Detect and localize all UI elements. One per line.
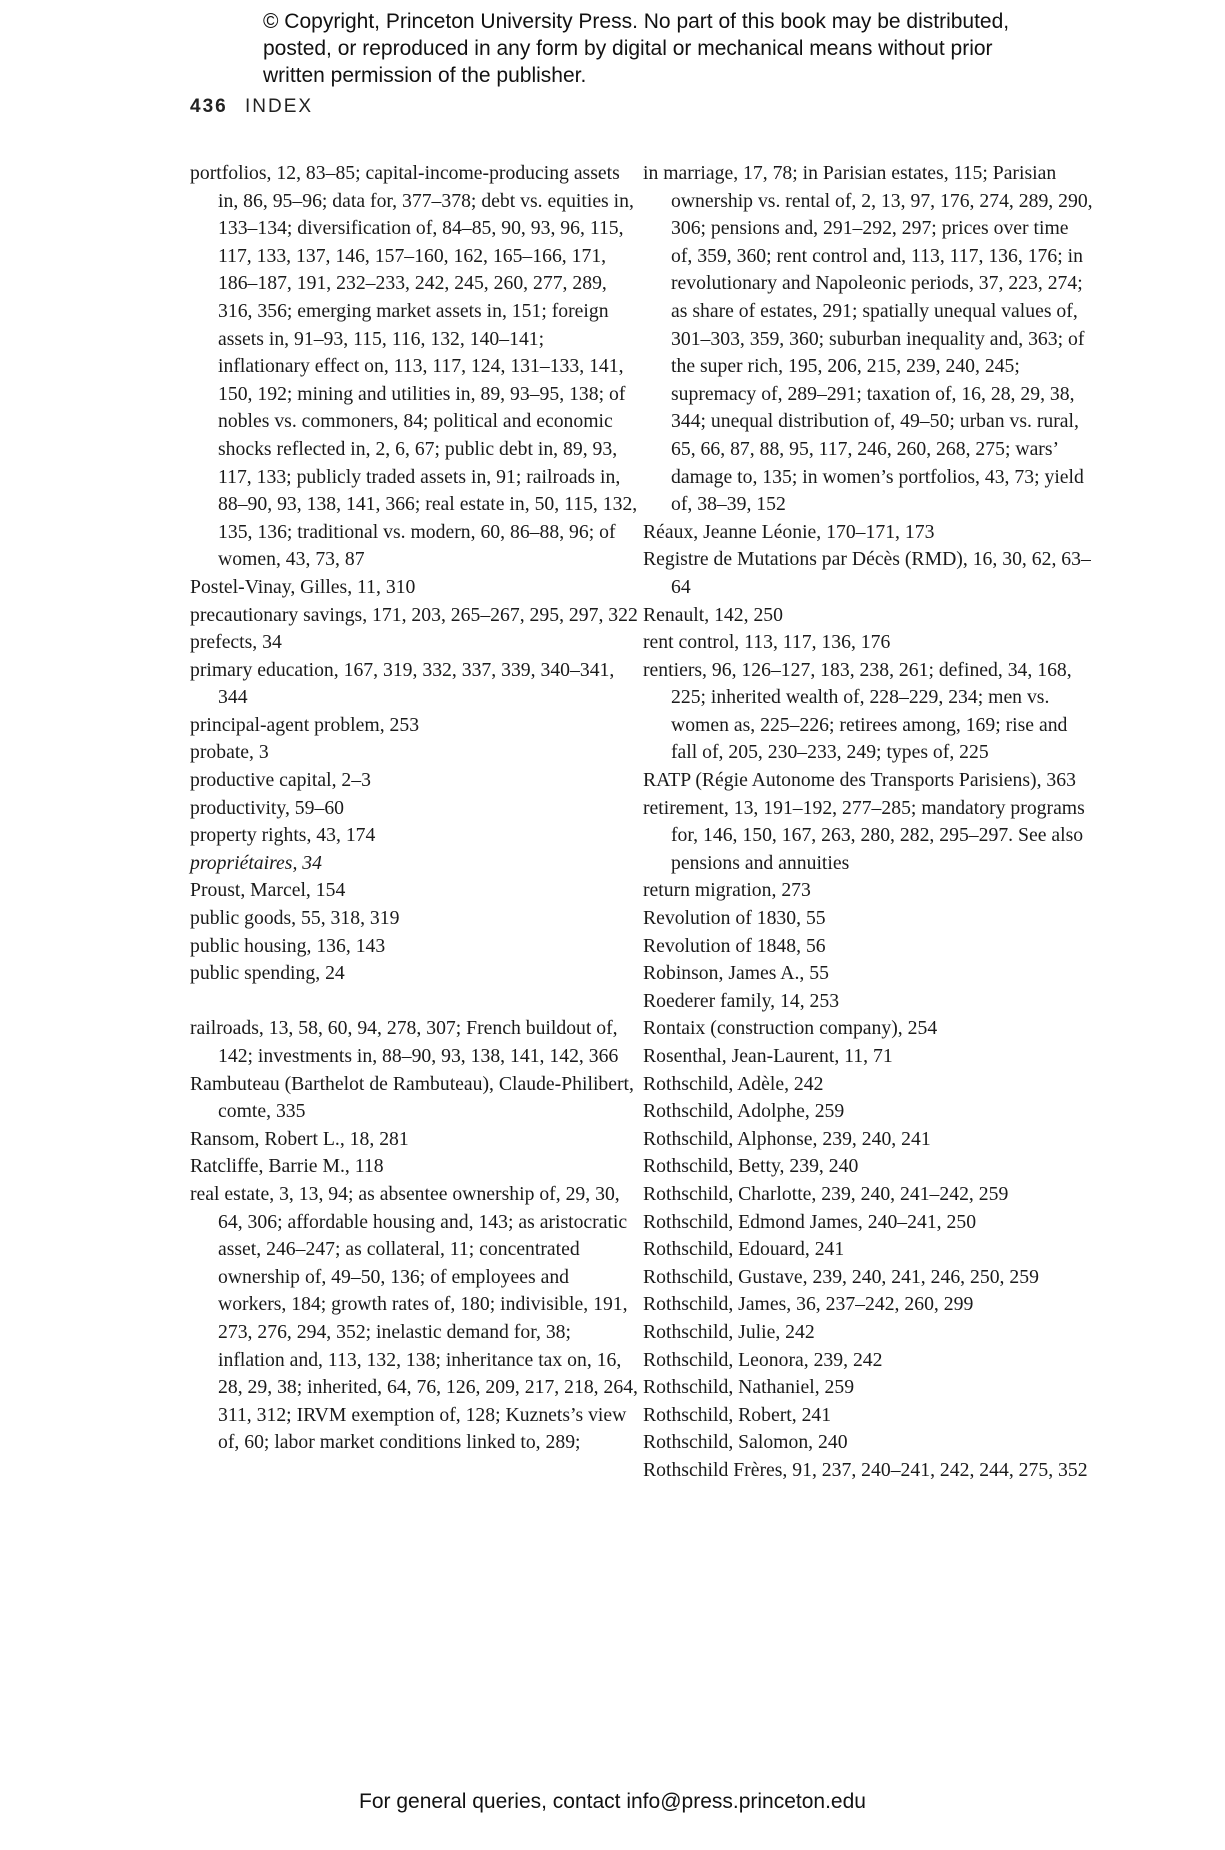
- index-entry: Postel-Vinay, Gilles, 11, 310: [190, 575, 416, 598]
- index-entry: Revolution of 1830, 55: [643, 907, 826, 930]
- index-entry: propriétaires, 34: [190, 851, 322, 874]
- index-entry: prefects, 34: [190, 631, 282, 654]
- copyright-notice: © Copyright, Princeton University Press. No part of this book may be distributed, posted, or reproduced in any form by digital or mechanical means without prior written permission of the publisher.: [263, 10, 1010, 87]
- index-entry: Rothschild, Leonora, 239, 242: [643, 1348, 883, 1371]
- index-entry: Rothschild, Edouard, 241: [643, 1238, 845, 1261]
- index-entry: Robinson, James A., 55: [643, 962, 829, 985]
- footer-contact: For general queries, contact info@press.princeton.edu: [359, 1790, 866, 1813]
- index-entry-continued: in marriage, 17, 78; in Parisian estates, 115; Parisian ownership vs. rental of, 2, 13, 97, 176, 274, 289, 290, 306; pensions and, 291–292, 297; prices over time of, 359, 360; rent control and, 113, 117, 136, 176; in revolutionary and Napoleonic periods, 37, 223, 274; as share of estates, 291; spatially unequal values of, 301–303, 359, 360; suburban inequality and, 363; of the super rich, 195, 206, 215, 239, 240, 245; supremacy of, 289–291; taxation of, 16, 28, 29, 38, 344; unequal distribution of, 49–50; urban vs. rural, 65, 66, 87, 88, 95, 117, 246, 260, 268, 275; wars’ damage to, 135; in women’s portfolios, 43, 73; yield of, 38–39, 152: [643, 162, 1093, 516]
- index-entry: Rothschild, Salomon, 240: [643, 1431, 848, 1454]
- index-entry: rentiers, 96, 126–127, 183, 238, 261; defined, 34, 168, 225; inherited wealth of, 228–229, 234; men vs. women as, 225–226; retirees among, 169; rise and fall of, 205, 230–233, 249; types of, 225: [643, 658, 1072, 764]
- index-entry: public goods, 55, 318, 319: [190, 907, 400, 930]
- index-entry: real estate, 3, 13, 94; as absentee ownership of, 29, 30, 64, 306; affordable housing and, 143; as aristocratic asset, 246–247; as collateral, 11; concentrated ownership of, 49–50, 136; of employees and workers, 184; growth rates of, 180; indivisible, 191, 273, 276, 294, 352; inelastic demand for, 38; inflation and, 113, 132, 138; inheritance tax on, 16, 28, 29, 38; inherited, 64, 76, 126, 209, 217, 218, 264, 311, 312; IRVM exemption of, 128; Kuznets’s view of, 60; labor market conditions linked to, 289;: [190, 1182, 638, 1454]
- index-entry: Rothschild, Adèle, 242: [643, 1072, 824, 1095]
- index-entry: rent control, 113, 117, 136, 176: [643, 631, 891, 654]
- index-entry: Proust, Marcel, 154: [190, 879, 346, 902]
- index-entry: principal-agent problem, 253: [190, 713, 420, 736]
- index-entry: Rambuteau (Barthelot de Rambuteau), Claude-Philibert, comte, 335: [190, 1072, 634, 1123]
- index-entry: railroads, 13, 58, 60, 94, 278, 307; French buildout of, 142; investments in, 88–90, 93, 138, 141, 142, 366: [190, 1017, 619, 1067]
- index-entry: Revolution of 1848, 56: [643, 934, 826, 957]
- index-entry: primary education, 167, 319, 332, 337, 339, 340–341, 344: [190, 658, 615, 709]
- index-entry: Rothschild, Adolphe, 259: [643, 1100, 845, 1123]
- index-entry: Ransom, Robert L., 18, 281: [190, 1127, 409, 1150]
- index-entry: Rothschild, Charlotte, 239, 240, 241–242, 259: [643, 1182, 1009, 1205]
- index-entry: Rothschild, Betty, 239, 240: [643, 1155, 859, 1178]
- index-entry: Rothschild Frères, 91, 237, 240–241, 242, 244, 275, 352: [643, 1458, 1088, 1481]
- index-entry: probate, 3: [190, 741, 269, 764]
- index-entry: Rosenthal, Jean-Laurent, 11, 71: [643, 1045, 893, 1067]
- index-entry: return migration, 273: [643, 879, 811, 902]
- index-entry: retirement, 13, 191–192, 277–285; mandatory programs for, 146, 150, 167, 263, 280, 282, 295–297. See also pensions and annuities: [643, 796, 1085, 874]
- page-number: 436: [190, 96, 228, 117]
- index-entry: Réaux, Jeanne Léonie, 170–171, 173: [643, 520, 935, 543]
- index-entry: Rothschild, James, 36, 237–242, 260, 299: [643, 1293, 974, 1316]
- index-entry: Renault, 142, 250: [643, 603, 783, 626]
- index-entry: portfolios, 12, 83–85; capital-income-producing assets in, 86, 95–96; data for, 377–378; debt vs. equities in, 133–134; diversification of, 84–85, 90, 93, 96, 115, 117, 133, 137, 146, 157–160, 162, 165–166, 171, 186–187, 191, 232–233, 242, 245, 260, 277, 289, 316, 356; emerging market assets in, 151; foreign assets in, 91–93, 115, 116, 132, 140–141; inflationary effect on, 113, 117, 124, 131–133, 141, 150, 192; mining and utilities in, 89, 93–95, 138; of nobles vs. commoners, 84; political and economic shocks reflected in, 2, 6, 67; public debt in, 89, 93, 117, 133; publicly traded assets in, 91; railroads in, 88–90, 93, 138, 141, 366; real estate in, 50, 115, 132, 135, 136; traditional vs. modern, 60, 86–88, 96; of women, 43, 73, 87: [190, 162, 638, 571]
- index-entry: Roederer family, 14, 253: [643, 989, 840, 1012]
- index-entry: public housing, 136, 143: [190, 934, 386, 957]
- index-entry: productive capital, 2–3: [190, 769, 371, 792]
- index-entry: public spending, 24: [190, 962, 345, 985]
- index-entry: precautionary savings, 171, 203, 265–267, 295, 297, 322: [190, 603, 638, 626]
- index-entry: Rontaix (construction company), 254: [643, 1017, 938, 1040]
- index-entry: Rothschild, Edmond James, 240–241, 250: [643, 1210, 977, 1233]
- index-entry: RATP (Régie Autonome des Transports Parisiens), 363: [643, 769, 1076, 792]
- letter-group-gap: [190, 988, 640, 1016]
- index-entry: Rothschild, Julie, 242: [643, 1320, 815, 1343]
- index-entry: Rothschild, Nathaniel, 259: [643, 1376, 855, 1399]
- index-column-left: [190, 160, 640, 1457]
- index-entry: Rothschild, Robert, 241: [643, 1403, 832, 1426]
- index-entry: Registre de Mutations par Décès (RMD), 16, 30, 62, 63–64: [643, 548, 1091, 598]
- running-head: [190, 96, 313, 118]
- index-entry: Rothschild, Gustave, 239, 240, 241, 246, 250, 259: [643, 1265, 1039, 1288]
- index-entry: productivity, 59–60: [190, 796, 345, 819]
- index-entry: property rights, 43, 174: [190, 824, 376, 847]
- index-column-right: [643, 160, 1093, 1485]
- section-label: INDEX: [244, 96, 314, 117]
- index-entry: Rothschild, Alphonse, 239, 240, 241: [643, 1127, 931, 1150]
- index-entry: Ratcliffe, Barrie M., 118: [190, 1155, 384, 1178]
